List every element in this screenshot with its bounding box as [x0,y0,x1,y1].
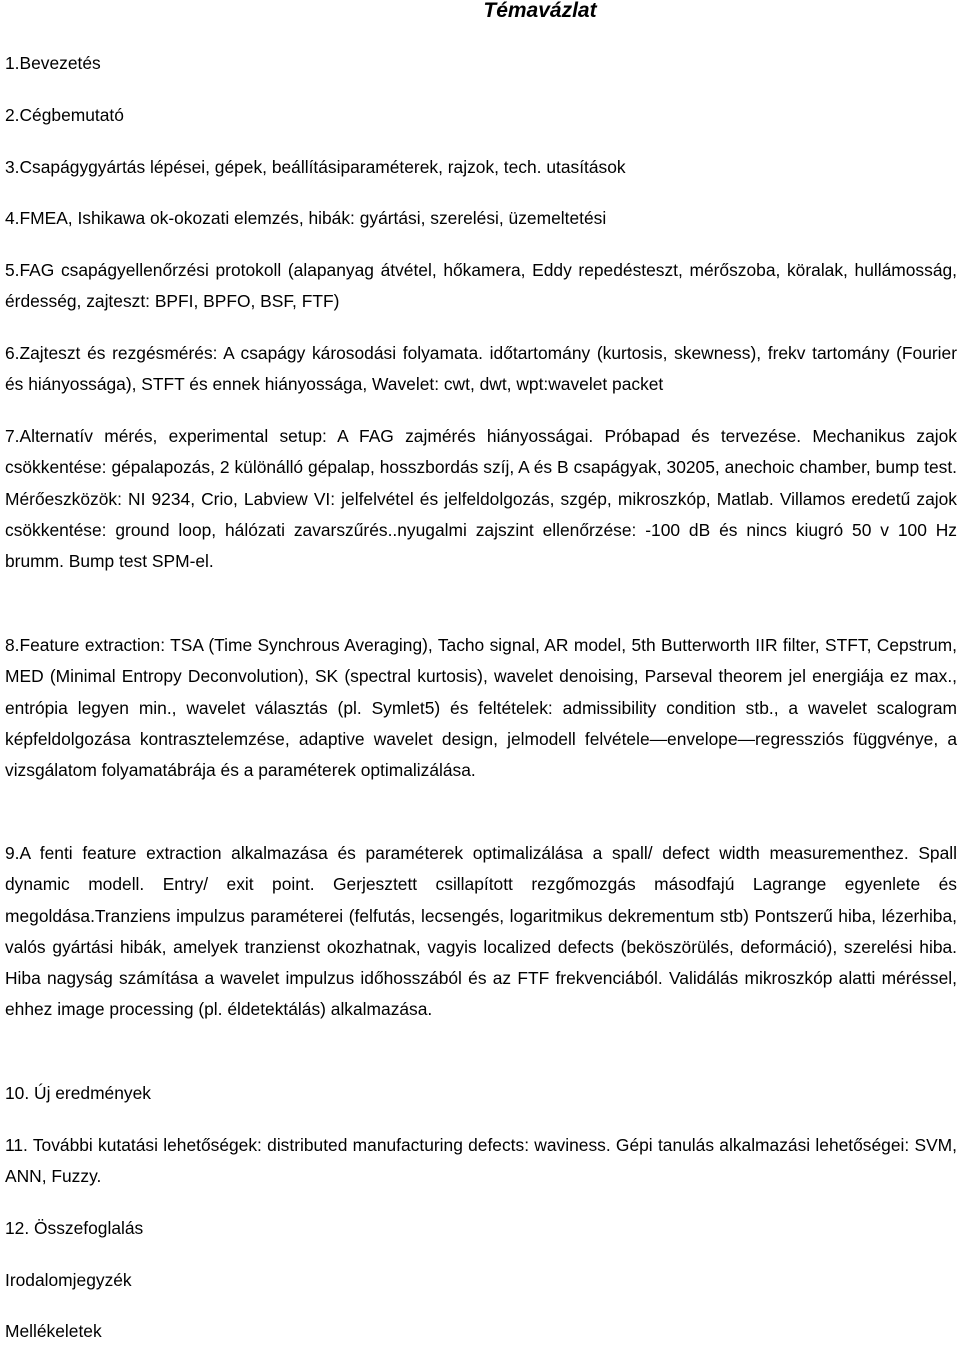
section-item-4: 4.FMEA, Ishikawa ok-okozati elemzés, hibák: gyártási, szerelési, üzemeltetési [5,208,607,228]
document-title: Témavázlat [483,0,597,22]
section-item-6: 6.Zajteszt és rezgésmérés: A csapágy károsodási folyamata. időtartomány (kurtosis, skewness), frekv tartomány (Fourier és hiányossága), STFT és ennek hiányossága, Wavelet: cwt, dwt, wpt:wavelet packet [5,343,957,395]
section-item-5: 5.FAG csapágyellenőrzési protokoll (alapanyag átvétel, hőkamera, Eddy repedésteszt, mérőszoba, köralak, hullámosság, érdesség, zajteszt: BPFI, BPFO, BSF, FTF) [5,260,957,312]
section-item-2: 2.Cégbemutató [5,105,124,125]
section-item-3: 3.Csapágygyártás lépései, gépek, beállításiparaméterek, rajzok, tech. utasítások [5,157,626,177]
section-item-1: 1.Bevezetés [5,53,101,73]
section-item-7: 7.Alternatív mérés, experimental setup: A FAG zajmérés hiányosságai. Próbapad és tervezése. Mechanikus zajok csökkentése: gépalapozás, 2 különálló gépalap, hosszbordás szíj, A és B csapágyak, 30205, anechoic chamber, bump test. Mérőeszközök: NI 9234, Crio, Labview VI: jelfelvétel és jelfeldolgozás, szgép, mikroszkóp, Matlab. Villamos eredetű zajok csökkentése: ground loop, hálózati zavarszűrés..nyugalmi zajszint ellenőrzése: -100 dB és nincs kiugró 50 v 100 Hz brumm. Bump test SPM-el. [5,426,957,572]
section-item-11: 11. További kutatási lehetőségek: distributed manufacturing defects: waviness. Gépi tanulás alkalmazási lehetőségei: SVM, ANN, Fuzzy. [5,1135,957,1187]
section-item-10: 10. Új eredmények [5,1083,151,1103]
bibliography-heading: Irodalomjegyzék [5,1270,132,1290]
section-item-9: 9.A fenti feature extraction alkalmazása és paraméterek optimalizálása a spall/ defect width measurementhez. Spall dynamic modell. Entry/ exit point. Gerjesztett csillapított rezgőmozgás másodfajú Lagrange egyenlete és megoldása.Tranziens impulzus paraméterei (felfutás, lecsengés, logaritmikus dekrementum stb) Pontszerű hiba, lézerhiba, valós gyártási hibák, amelyek tranzienst okozhatnak, vagyis localized defects (beköszörülés, deformáció), szerelési hiba. Hiba nagyság számítása a wavelet impulzus időhosszából és az FTF frekvenciából. Validálás mikroszkóp alatti méréssel, ehhez image processing (pl. éldetektálás) alkalmazása. [5,843,957,1020]
section-item-12: 12. Összefoglalás [5,1218,144,1238]
appendices-heading: Mellékeletek [5,1321,102,1341]
section-item-8: 8.Feature extraction: TSA (Time Synchrous Averaging), Tacho signal, AR model, 5th Butterworth IIR filter, STFT, Cepstrum, MED (Minimal Entropy Deconvolution), SK (spectral kurtosis), wavelet denoising, Parseval theorem jel energiája ez max., entrópia legyen min., wavelet választás (pl. Symlet5) és feltételek: admissibility condition stb., a wavelet scalogram képfeldolgozása kontrasztelemzése, adaptive wavelet design, jelmodell felvétele—envelope—regressziós függvénye, a vizsgálatom folyamatábrája és a paraméterek optimalizálása. [5,635,957,781]
